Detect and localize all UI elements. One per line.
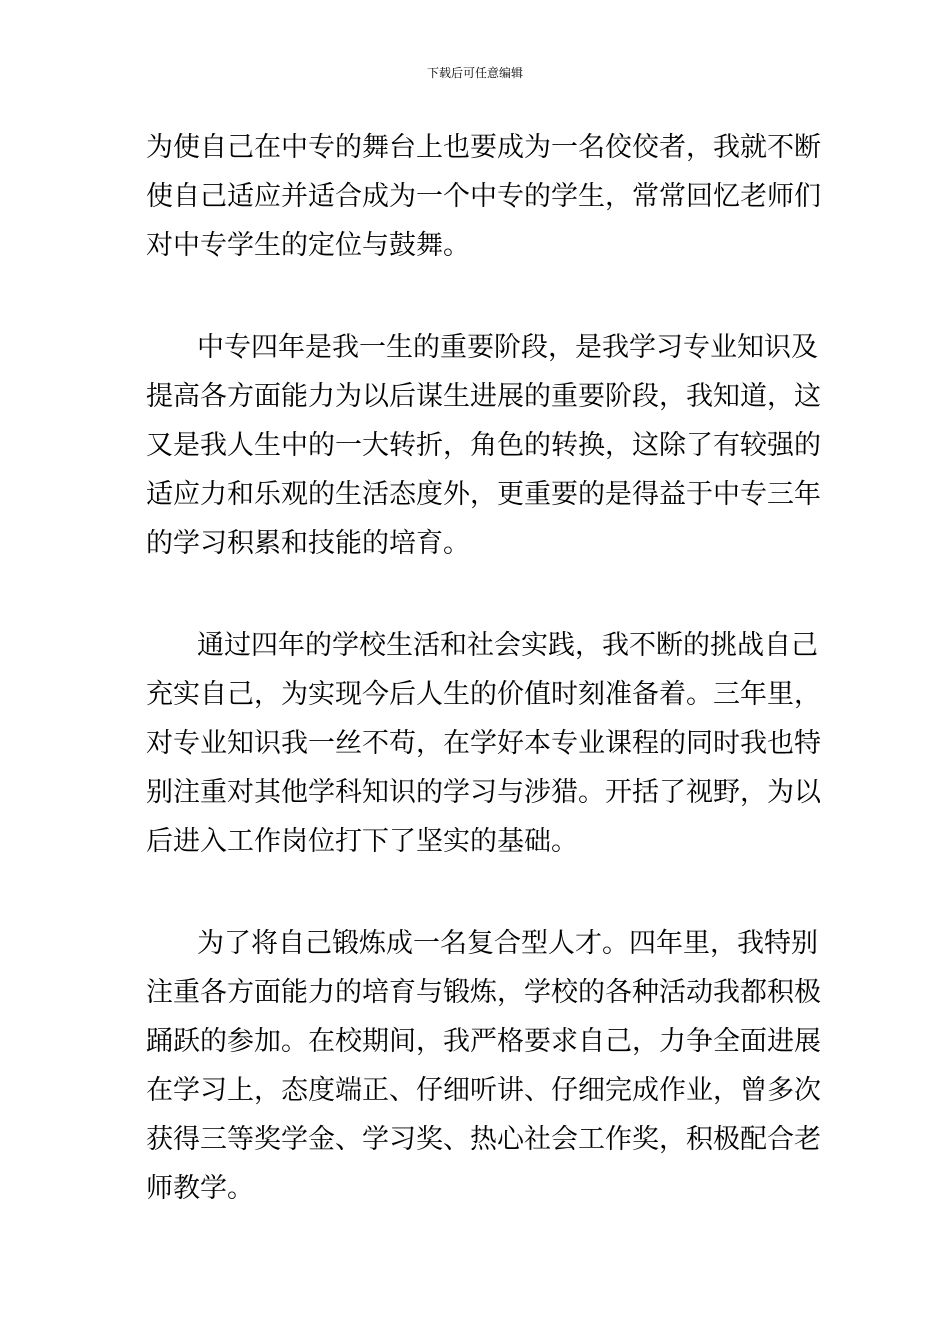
paragraph-3-line-5: 后进入工作岗位打下了坚实的基础。: [146, 826, 578, 857]
paragraph-3-line-3: 对专业知识我一丝不苟，在学好本专业课程的同时我也特: [146, 728, 821, 759]
paragraph-1-line-3: 对中专学生的定位与鼓舞。: [146, 230, 470, 261]
paragraph-2-line-2: 提高各方面能力为以后谋生进展的重要阶段，我知道，这: [146, 381, 821, 412]
paragraph-3-line-4: 别注重对其他学科知识的学习与涉猎。开括了视野，为以: [146, 777, 821, 808]
paragraph-2-line-5: 的学习积累和技能的培育。: [146, 528, 470, 559]
paragraph-1-line-1: 为使自己在中专的舞台上也要成为一名佼佼者，我就不断: [146, 132, 821, 163]
paragraph-4-line-4: 在学习上，态度端正、仔细听讲、仔细完成作业，曾多次: [146, 1075, 821, 1106]
header-note: 下载后可任意编辑: [426, 66, 523, 80]
paragraph-2-line-3: 又是我人生中的一大转折，角色的转换，这除了有较强的: [146, 430, 821, 461]
paragraph-3-line-1: 通过四年的学校生活和社会实践，我不断的挑战自己: [197, 630, 818, 661]
paragraph-4-line-3: 踊跃的参加。在校期间，我严格要求自己，力争全面进展: [146, 1026, 821, 1057]
paragraph-4-line-5: 获得三等奖学金、学习奖、热心社会工作奖，积极配合老: [146, 1124, 821, 1155]
paragraph-2-line-4: 适应力和乐观的生活态度外，更重要的是得益于中专三年: [146, 479, 821, 510]
paragraph-4-line-6: 师教学。: [146, 1173, 254, 1204]
paragraph-1-line-2: 使自己适应并适合成为一个中专的学生，常常回忆老师们: [146, 181, 821, 212]
paragraph-3-line-2: 充实自己，为实现今后人生的价值时刻准备着。三年里，: [146, 679, 821, 710]
paragraph-4-line-2: 注重各方面能力的培育与锻炼，学校的各种活动我都积极: [146, 977, 821, 1008]
paragraph-2-line-1: 中专四年是我一生的重要阶段，是我学习专业知识及: [197, 332, 818, 363]
paragraph-4-line-1: 为了将自己锻炼成一名复合型人才。四年里，我特别: [197, 928, 818, 959]
